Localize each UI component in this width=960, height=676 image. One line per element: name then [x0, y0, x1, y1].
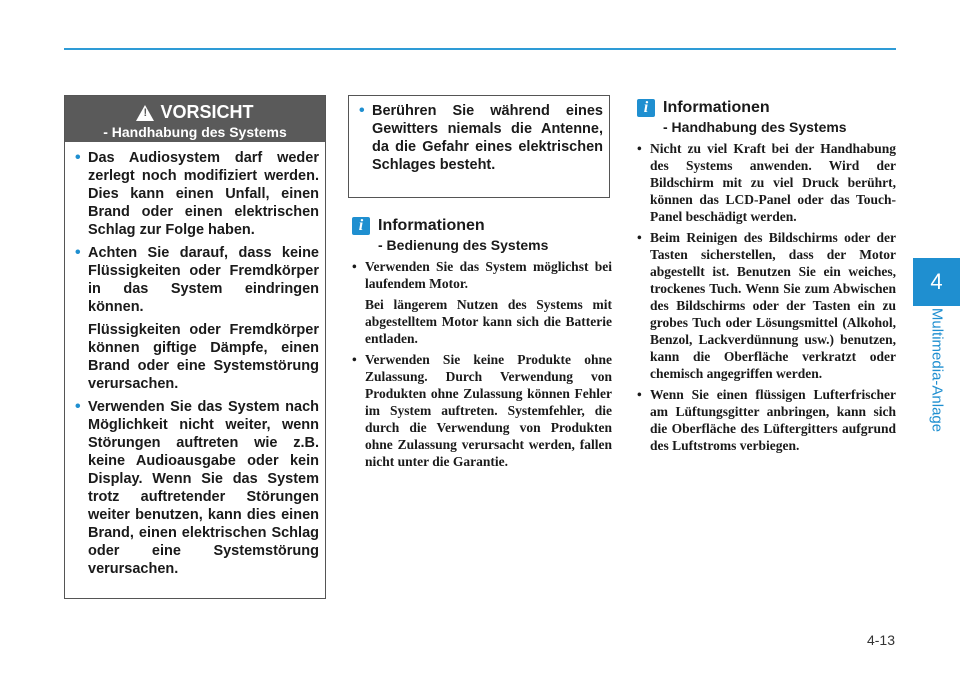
list-item: • Wenn Sie einen flüssigen Lufterfrischer am Lüftungsgitter anbringen, kann sich die Oberfläche des Lüftergitters aufgrund des Luftstroms verbiegen.	[637, 386, 896, 454]
info-handling-list	[637, 140, 896, 454]
list-item: • Das Audiosystem darf weder zerlegt noch modifiziert werden. Dies kann einen Unfall, einen Brand oder einen elektrischen Schlag zur Folge haben.	[71, 149, 319, 239]
warning-triangle-icon	[136, 105, 154, 121]
header-rule	[64, 48, 896, 50]
page-number: 4-13	[866, 632, 895, 648]
info-icon: i	[352, 217, 370, 235]
chapter-label: Multimedia-Anlage	[928, 307, 946, 433]
list-item: • Berühren Sie während eines Gewitters niemals die Antenne, da die Gefahr eines elektrischen Schlages besteht.	[355, 102, 603, 174]
caution-continued-list	[355, 102, 603, 174]
caution-list	[71, 149, 319, 578]
list-item: • Verwenden Sie keine Produkte ohne Zulassung. Durch Verwendung von Produkten ohne Zulassung können Fehler im System auftreten. Systemfehler, die durch die Verwendung von Produkten ohne Zulassung verursacht werden, fallen nicht unter die Garantie.	[352, 351, 612, 470]
info-title: Informationen	[663, 99, 770, 116]
caution-title: VORSICHT	[160, 102, 254, 122]
info-title: Informationen	[378, 217, 485, 234]
info-operation-list	[352, 258, 612, 470]
info-icon: i	[637, 99, 655, 117]
list-item: • Verwenden Sie das System nach Möglichkeit nicht weiter, wenn Störungen auftreten wie z.B. keine Audioausgabe oder kein Display. Wenn Sie das System trotz auftretender Störungen weiter benutzen, kann dies einen Brand, einen elektrischen Schlag oder eine Systemstörung verursachen.	[71, 398, 319, 578]
caution-header	[65, 96, 325, 142]
info-operation	[352, 217, 612, 474]
caution-subtitle: - Handhabung des Systems	[103, 124, 287, 140]
caution-continued-box	[348, 95, 610, 198]
chapter-tab[interactable]	[913, 258, 960, 306]
caution-box	[64, 95, 326, 599]
info-subtitle: - Handhabung des Systems	[663, 119, 847, 135]
info-handling	[637, 99, 896, 458]
list-item: • Nicht zu viel Kraft bei der Handhabung des Systems anwenden. Wird der Bildschirm mit zu viel Druck berührt, können das LCD-Panel oder das Touch-Panel beschädigt werden.	[637, 140, 896, 225]
list-item: • Beim Reinigen des Bildschirms oder der Tasten sicherstellen, dass der Motor abgestellt ist. Benutzen Sie ein weiches, trockenes Tuch. Wenn Sie zum Abwischen des Bildschirms oder der Tasten ein zu grobes Tuch oder Lösungsmittel (Alkohol, Benzol, Lackverdünnung usw.) benutzen, kann die Oberfläche verkratzt oder chemisch angegriffen werden.	[637, 229, 896, 382]
list-item: • Verwenden Sie das System möglichst bei laufendem Motor. Bei längerem Nutzen des Systems mit abgestelltem Motor kann sich die Batterie entladen.	[352, 258, 612, 347]
list-item: • Achten Sie darauf, dass keine Flüssigkeiten oder Fremdkörper in das System eindringen können. Flüssigkeiten oder Fremdkörper können giftige Dämpfe, einen Brand oder eine Systemstörung verursachen.	[71, 244, 319, 393]
chapter-number: 4	[930, 269, 943, 294]
info-subtitle: - Bedienung des Systems	[378, 237, 549, 253]
